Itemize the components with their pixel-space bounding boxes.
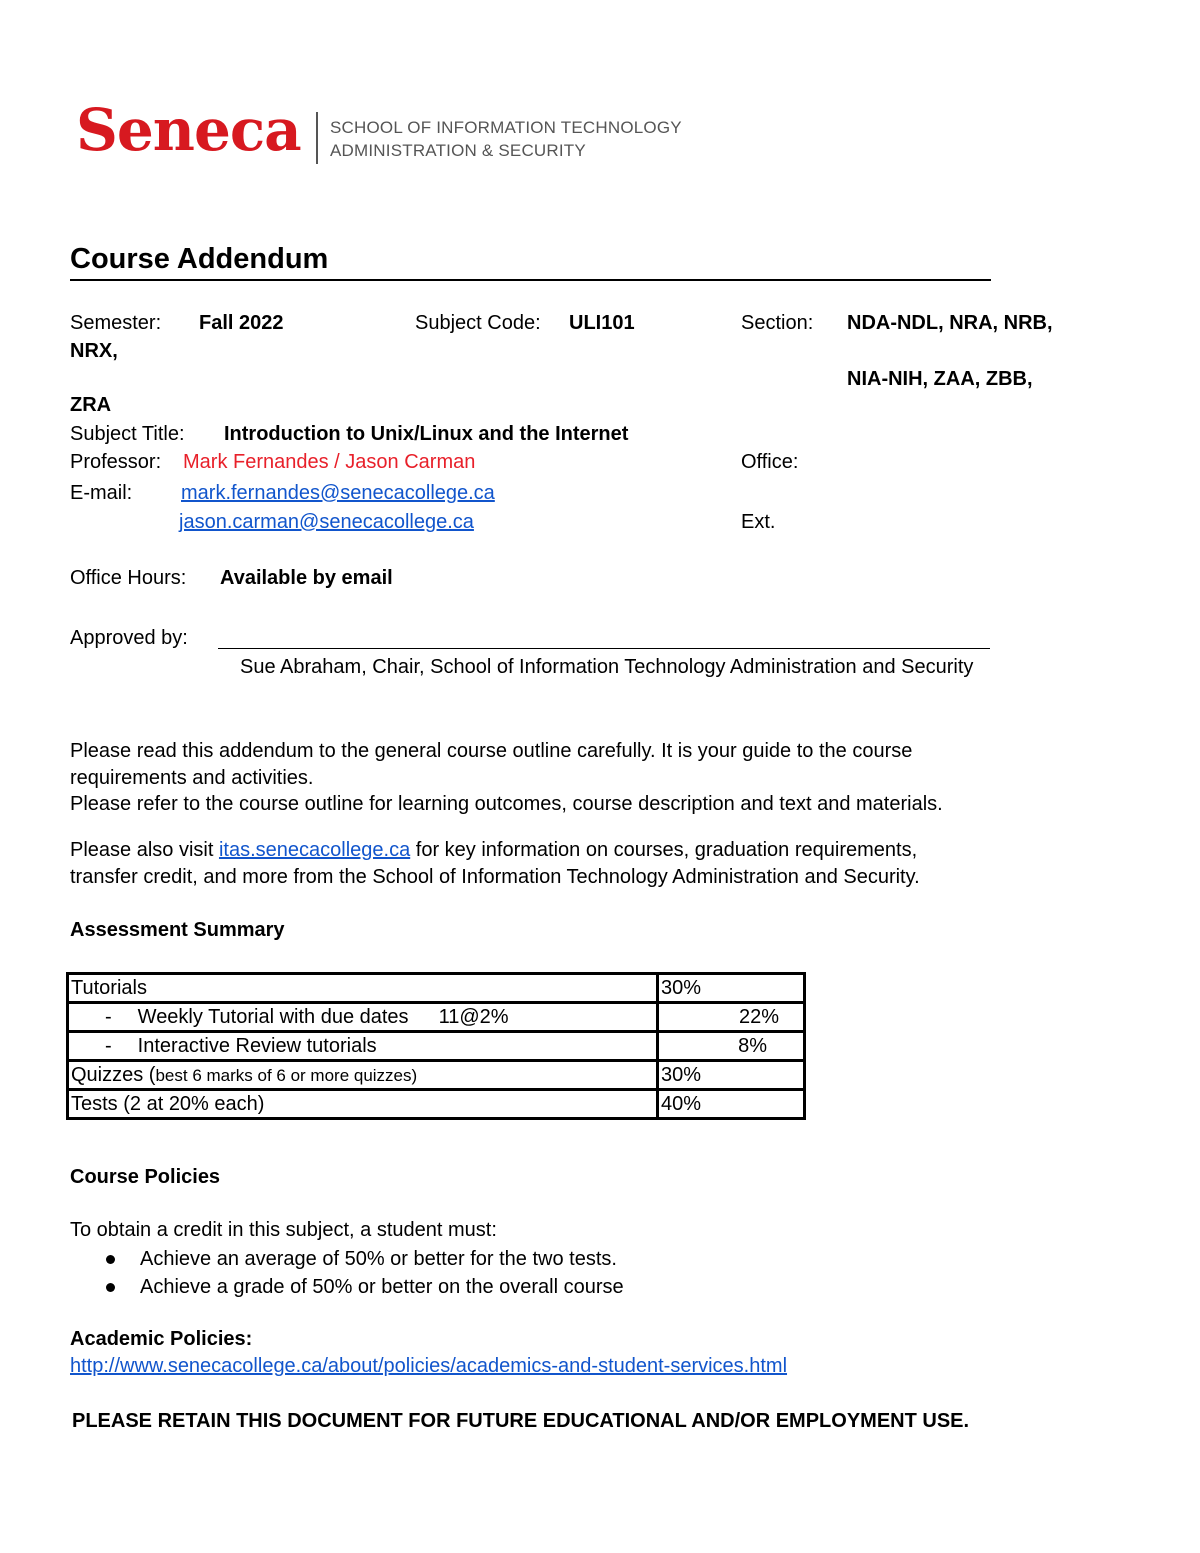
professor-label: Professor:	[70, 451, 162, 473]
list-item	[70, 1273, 624, 1301]
subject-code-label: Subject Code:	[415, 312, 541, 334]
assessment-weight: 30%	[658, 974, 805, 1003]
course-policies-heading: Course Policies	[70, 1166, 221, 1188]
intro-line-2: requirements and activities.	[70, 767, 314, 789]
academic-policies-link[interactable]: http://www.senecacollege.ca/about/policies/academics-and-student-services.html	[70, 1355, 788, 1377]
signature-line	[218, 648, 990, 649]
seneca-logo-wordmark: Seneca	[76, 96, 301, 164]
logo-school-line2: ADMINISTRATION & SECURITY	[330, 141, 586, 160]
intro-visit-before: Please also visit	[70, 839, 219, 861]
section-label: Section:	[741, 312, 814, 334]
email-label: E-mail:	[70, 482, 133, 504]
approver-name: Sue Abraham, Chair, School of Information Technology Administration and Security	[240, 656, 974, 678]
logo-school-line1: SCHOOL OF INFORMATION TECHNOLOGY	[330, 118, 682, 137]
list-item-text: Achieve an average of 50% or better for the two tests.	[140, 1248, 617, 1270]
assessment-weight: 30%	[658, 1061, 805, 1090]
assessment-weight: 40%	[658, 1090, 805, 1119]
intro-line-1: Please read this addendum to the general course outline carefully. It is your guide to the course	[70, 740, 913, 762]
course-policies-intro: To obtain a credit in this subject, a student must:	[70, 1219, 497, 1241]
row-label: Quizzes (	[71, 1063, 156, 1086]
bullet-icon	[106, 1255, 115, 1264]
list-item-text: Achieve a grade of 50% or better on the overall course	[140, 1276, 624, 1298]
section-wrap-2: ZRA	[70, 394, 112, 416]
row-label: Weekly Tutorial with due dates	[137, 1005, 409, 1028]
semester-label: Semester:	[70, 312, 162, 334]
row-dash: -	[105, 1034, 112, 1057]
table-row	[68, 1061, 805, 1090]
section-value-line2: NIA-NIH, ZAA, ZBB,	[847, 368, 1033, 390]
row-note: best 6 marks of 6 or more quizzes)	[155, 1065, 418, 1085]
ext-label: Ext.	[741, 511, 776, 533]
intro-visit-line-2: transfer credit, and more from the School of Information Technology Administration and Security.	[70, 866, 920, 888]
row-label: Interactive Review tutorials	[137, 1034, 377, 1057]
professor-value: Mark Fernandes / Jason Carman	[183, 451, 476, 473]
bullet-icon	[106, 1283, 115, 1292]
table-row	[68, 1003, 805, 1032]
approved-by-label: Approved by:	[70, 627, 188, 649]
intro-visit-line	[70, 838, 917, 862]
logo-divider	[316, 112, 318, 164]
intro-line-3: Please refer to the course outline for learning outcomes, course description and text and materials.	[70, 793, 943, 815]
itas-link[interactable]: itas.senecacollege.ca	[218, 839, 411, 861]
row-detail: 11@2%	[438, 1005, 509, 1028]
policy-bullet-list	[70, 1245, 624, 1301]
section-wrap-1: NRX,	[70, 340, 118, 362]
title-rule	[70, 279, 991, 281]
assessment-table	[66, 972, 806, 1120]
email-link-fernandes[interactable]: mark.fernandes@senecacollege.ca	[181, 482, 495, 504]
assessment-label	[68, 1003, 658, 1032]
semester-value: Fall 2022	[199, 312, 284, 334]
intro-visit-after: for key information on courses, graduation requirements,	[410, 839, 918, 861]
subject-code-value: ULI101	[569, 312, 635, 334]
assessment-weight: 22%	[658, 1003, 805, 1032]
assessment-weight: 8%	[658, 1032, 805, 1061]
table-row	[68, 1090, 805, 1119]
page-title: Course Addendum	[70, 243, 329, 275]
row-dash: -	[105, 1005, 112, 1028]
subject-title-value: Introduction to Unix/Linux and the Internet	[224, 423, 629, 445]
assessment-label: Tutorials	[68, 974, 658, 1003]
subject-title-label: Subject Title:	[70, 423, 185, 445]
logo-school-name	[330, 116, 682, 162]
retain-notice: PLEASE RETAIN THIS DOCUMENT FOR FUTURE EDUCATIONAL AND/OR EMPLOYMENT USE.	[72, 1410, 970, 1432]
table-row	[68, 974, 805, 1003]
office-hours-value: Available by email	[220, 567, 393, 589]
office-hours-label: Office Hours:	[70, 567, 187, 589]
assessment-heading: Assessment Summary	[70, 919, 285, 941]
table-row	[68, 1032, 805, 1061]
academic-policies-heading: Academic Policies:	[70, 1328, 253, 1350]
assessment-label	[68, 1061, 658, 1090]
list-item	[70, 1245, 624, 1273]
assessment-label	[68, 1032, 658, 1061]
assessment-label: Tests (2 at 20% each)	[68, 1090, 658, 1119]
section-value-line1: NDA-NDL, NRA, NRB,	[847, 312, 1053, 334]
office-label: Office:	[741, 451, 799, 473]
email-link-carman[interactable]: jason.carman@senecacollege.ca	[179, 511, 474, 533]
